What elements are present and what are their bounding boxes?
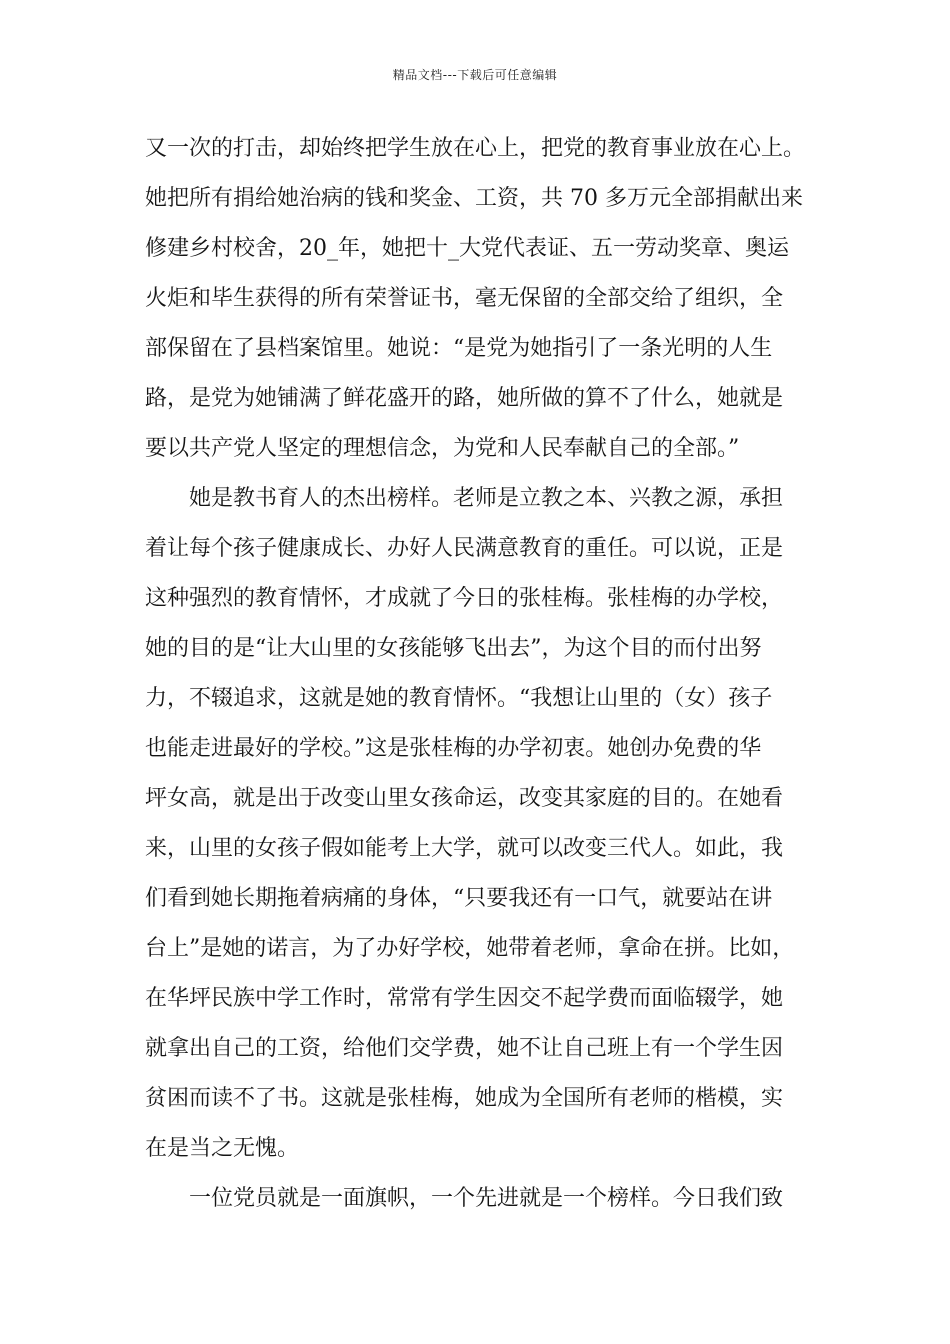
text-line: 又一次的打击，却始终把学生放在心上，把党的教育事业放在心上。 xyxy=(145,136,806,161)
text-line: 火炬和毕生获得的所有荣誉证书，毫无保留的全部交给了组织，全 xyxy=(145,286,784,311)
text-line: 部保留在了县档案馆里。她说：“是党为她指引了一条光明的人生 xyxy=(145,336,773,361)
text-line: 坪女高，就是出于改变山里女孩命运，改变其家庭的目的。在她看 xyxy=(145,786,784,811)
text-line: 她把所有捐给她治病的钱和奖金、工资，共 70 多万元全部捐献出来 xyxy=(145,186,803,211)
page-header: 精品文档---下载后可任意编辑 xyxy=(392,68,558,82)
text-line: 修建乡村校舍，20_年，她把十_大党代表证、五一劳动奖章、奥运 xyxy=(145,236,789,261)
text-line: 要以共产党人坚定的理想信念，为党和人民奉献自己的全部。” xyxy=(145,436,740,461)
paragraph-first-line: 一位党员就是一面旗帜，一个先进就是一个榜样。今日我们致 xyxy=(189,1186,784,1211)
text-line: 来，山里的女孩子假如能考上大学，就可以改变三代人。如此，我 xyxy=(145,836,784,861)
text-line: 台上”是她的诺言，为了办好学校，她带着老师，拿命在拼。比如， xyxy=(145,936,795,961)
text-line: 就拿出自己的工资，给他们交学费，她不让自己班上有一个学生因 xyxy=(145,1036,784,1061)
text-line: 这种强烈的教育情怀，才成就了今日的张桂梅。张桂梅的办学校， xyxy=(145,586,784,611)
paragraph-first-line: 她是教书育人的杰出榜样。老师是立教之本、兴教之源，承担 xyxy=(189,486,784,511)
text-line: 她的目的是“让大山里的女孩能够飞出去”，为这个目的而付出努 xyxy=(145,636,762,661)
text-line: 着让每个孩子健康成长、办好人民满意教育的重任。可以说，正是 xyxy=(145,536,784,561)
text-line: 也能走进最好的学校。”这是张桂梅的办学初衷。她创办免费的华 xyxy=(145,736,762,761)
text-line: 在华坪民族中学工作时，常常有学生因交不起学费而面临辍学，她 xyxy=(145,986,784,1011)
text-line: 贫困而读不了书。这就是张桂梅，她成为全国所有老师的楷模，实 xyxy=(145,1086,784,1111)
text-line: 力，不辍追求，这就是她的教育情怀。“我想让山里的（女）孩子 xyxy=(145,686,773,711)
text-line: 路，是党为她铺满了鲜花盛开的路，她所做的算不了什么，她就是 xyxy=(145,386,784,411)
text-line: 在是当之无愧。 xyxy=(145,1136,300,1161)
text-line: 们看到她长期拖着病痛的身体，“只要我还有一口气，就要站在讲 xyxy=(145,886,773,911)
